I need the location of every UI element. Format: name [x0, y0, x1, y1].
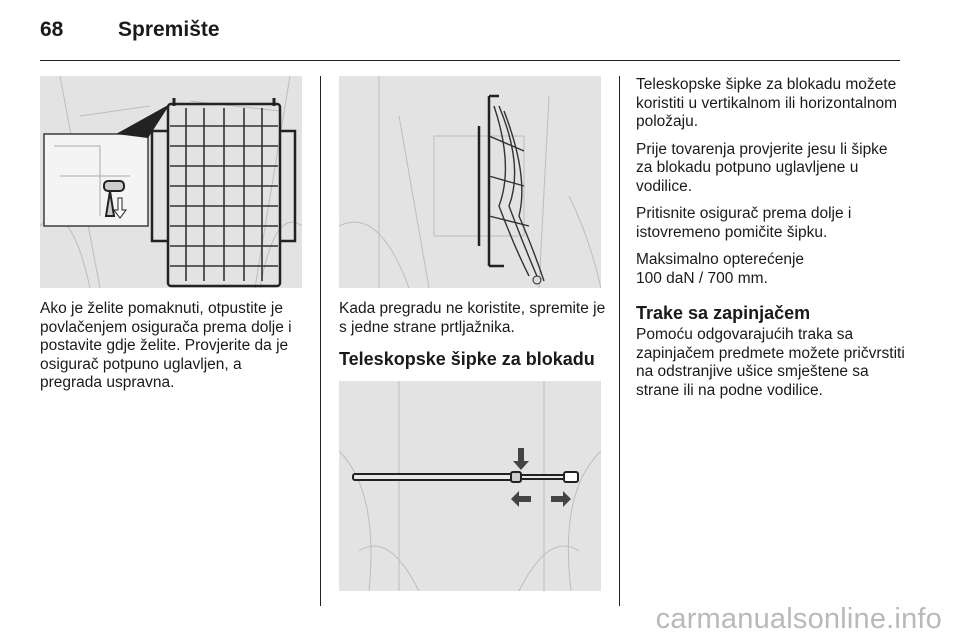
col1-paragraph: Ako je želite pomaknuti, otpustite je povlačenjem osigurača prema dolje i postavite gdje želite. Provjerite da je osigurač potpuno uglavljen, a pregrada uspravna.	[40, 300, 292, 391]
max-load-value: 100 daN / 700 mm.	[636, 269, 768, 287]
col3-p1: Teleskopske šipke za blokadu možete koristiti u vertikalnom ili horizontalnom položaju.	[636, 76, 898, 130]
col3-p5: Pomoću odgovarajućih traka sa zapinjačem predmete možete pričvrstiti na odstranjive ušice smještene sa strane ili na podne vodilice.	[636, 326, 905, 399]
header-rule	[40, 60, 900, 61]
column-separator	[320, 76, 321, 606]
section-title: Spremište	[118, 18, 220, 41]
col3-p3: Pritisnite osigurač prema dolje i istovremeno pomičite šipku.	[636, 205, 852, 241]
cargo-net-figure	[40, 76, 302, 288]
telescopic-bars-heading: Teleskopske šipke za blokadu	[339, 349, 595, 369]
column-3	[636, 76, 906, 409]
column-separator	[619, 76, 620, 606]
telescopic-bar-figure	[339, 381, 601, 591]
col3-p2: Prije tovarenja provjerite jesu li šipke za blokadu potpuno uglavljene u vodilice.	[636, 140, 888, 195]
straps-heading: Trake sa zapinjačem	[636, 303, 811, 323]
stored-net-figure	[339, 76, 601, 288]
page-header	[0, 0, 960, 62]
col2-paragraph: Kada pregradu ne koristite, spremite je s jedne strane prtljažnika.	[339, 300, 606, 336]
col3-p4	[636, 251, 906, 288]
max-load-label: Maksimalno opterećenje	[636, 251, 805, 268]
watermark: carmanualsonline.info	[655, 603, 942, 635]
page-number: 68	[40, 18, 64, 41]
